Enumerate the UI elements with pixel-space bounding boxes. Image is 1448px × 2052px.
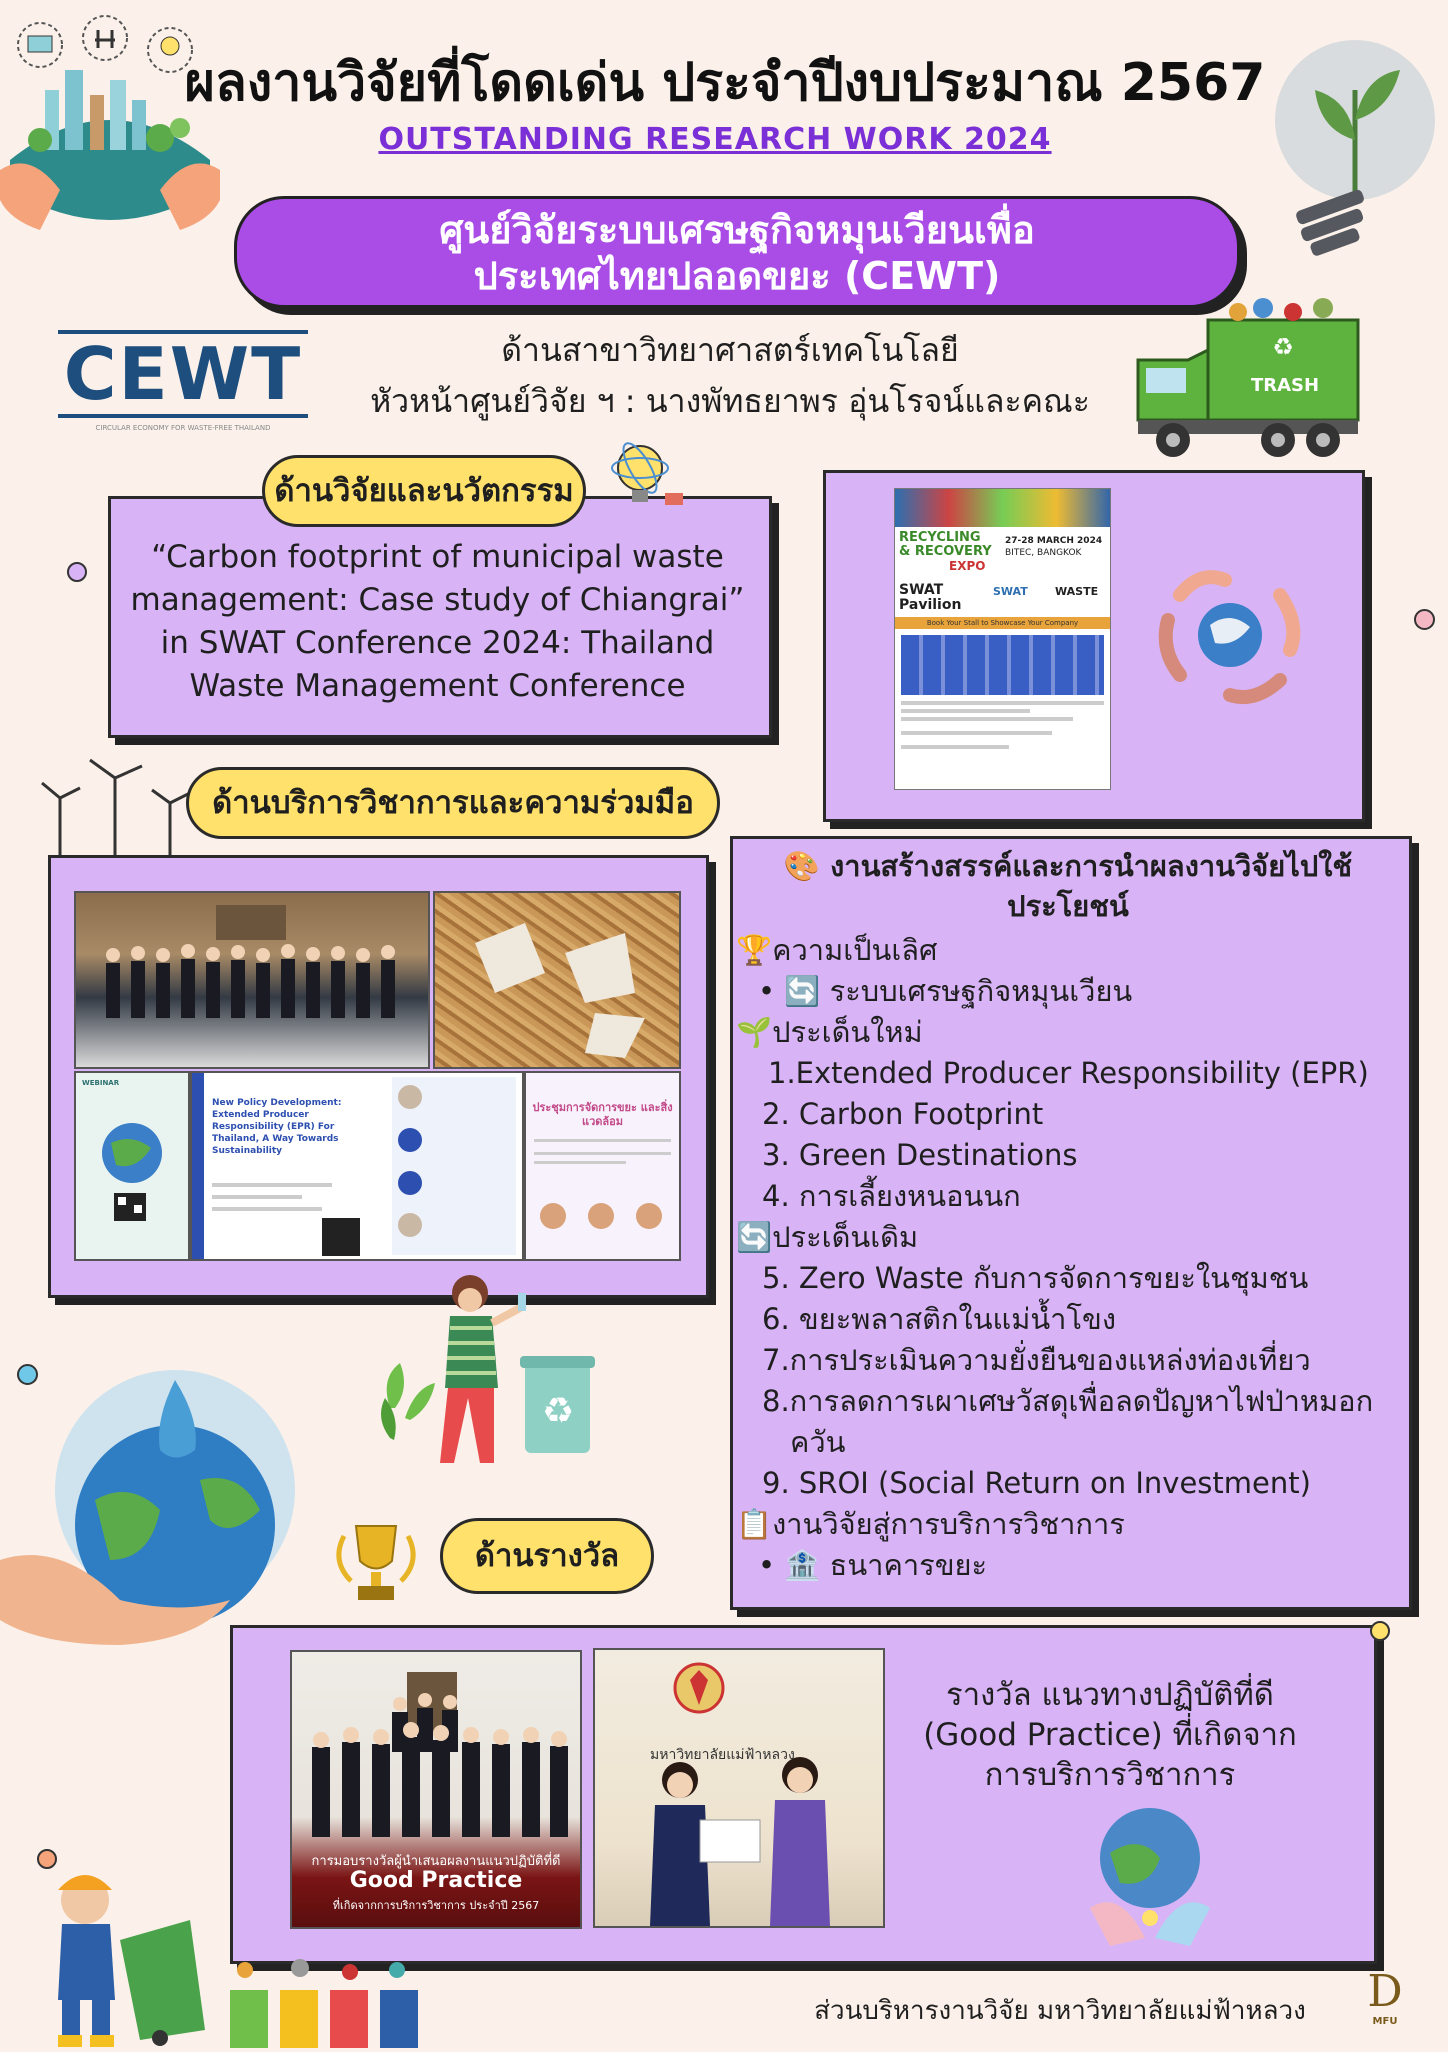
- excellence-item-row: • 🔄 ระบบเศรษฐกิจหมุนเวียน: [758, 974, 1133, 1008]
- env-poster-title: ประชุมการจัดการขยะ และสิ่งแวดล้อม: [532, 1101, 673, 1128]
- recycling-bins-illustration: [225, 1950, 425, 2048]
- trophy-icon: 🏆: [736, 933, 773, 967]
- cewt-logo: [58, 330, 308, 435]
- creative-list: [736, 930, 1396, 1586]
- research-text: “Carbon footprint of municipal waste management: Case study of Chiangrai” in SWAT Conference 2024: Thailand Waste Management Conference: [130, 539, 745, 704]
- expo-poster: [894, 488, 1111, 790]
- page-title: ผลงานวิจัยที่โดดเด่น ประจำปีงบประมาณ 2567: [184, 53, 1266, 113]
- old-item: 6. ขยะพลาสติกในแม่น้ำโขง: [762, 1302, 1117, 1336]
- palette-icon: 🎨: [783, 849, 831, 883]
- expo-title3: EXPO: [949, 559, 986, 573]
- seedling-icon: 🌱: [736, 1015, 773, 1049]
- new-item: 4. การเลี้ยงหนอนนก: [762, 1179, 1021, 1213]
- award-photo-sign: มหาวิทยาลัยแม่ฟ้าหลวง: [650, 1747, 795, 1763]
- center-name-line1: ศูนย์วิจัยระบบเศรษฐกิจหมุนเวียนเพื่อ: [439, 208, 1035, 252]
- award-text-line3: การบริการวิชาการ: [984, 1757, 1236, 1793]
- old-item-continued: ควัน: [790, 1425, 846, 1459]
- center-name-line2: ประเทศไทยปลอดขยะ (CEWT): [473, 254, 1001, 298]
- expo-swat: SWAT: [993, 585, 1028, 598]
- mealworm-photo: [433, 891, 681, 1069]
- worker-illustration: [40, 1860, 210, 2048]
- decorative-dot: [1370, 1621, 1390, 1641]
- earth-in-hands-illustration: [0, 1360, 320, 1650]
- center-name-banner: [234, 196, 1240, 308]
- hands-earth-illustration: [1140, 555, 1320, 715]
- service-use-label: งานวิจัยสู่การบริการวิชาการ: [772, 1507, 1125, 1541]
- meeting-photo: [74, 891, 430, 1069]
- epr-poster: [190, 1071, 524, 1261]
- creative-heading: [735, 846, 1401, 926]
- new-item: 1.Extended Producer Responsibility (EPR): [768, 1056, 1369, 1090]
- expo-title1: RECYCLING: [899, 530, 981, 545]
- bank-icon: 🏦: [784, 1548, 821, 1582]
- expo-pavilion: SWAT Pavilion: [899, 582, 962, 613]
- environment-meeting-poster: [524, 1071, 681, 1261]
- recycle-icon: 🔄: [736, 1220, 773, 1254]
- expo-venue: BITEC, BANGKOK: [1005, 548, 1082, 558]
- page-subtitle: OUTSTANDING RESEARCH WORK 2024: [378, 122, 1052, 157]
- decorative-dot: [67, 562, 87, 582]
- footer-logo: D MFU: [1355, 1968, 1415, 2036]
- city-globe-illustration: [0, 0, 220, 250]
- cewt-logo-tagline: CIRCULAR ECONOMY FOR WASTE-FREE THAILAND: [95, 424, 271, 432]
- excellence-item: ระบบเศรษฐกิจหมุนเวียน: [829, 974, 1133, 1008]
- old-item: 5. Zero Waste กับการจัดการขยะในชุมชน: [762, 1261, 1309, 1295]
- old-issues-row: [736, 1217, 1396, 1258]
- award-photo-caption3: ที่เกิดจากการบริการวิชาการ ประจำปี 2567: [332, 1899, 540, 1912]
- svg-text:♻: ♻: [541, 1391, 575, 1432]
- research-heading: ด้านวิจัยและนวัตกรรม: [262, 455, 586, 527]
- excellence-label: ความเป็นเลิศ: [772, 933, 938, 967]
- expo-title2: & RECOVERY: [899, 544, 992, 559]
- epr-poster-title: New Policy Development: Extended Producer Responsibility (EPR) For Thailand, A Way Towards Sustainability: [212, 1098, 342, 1156]
- award-photo-caption1: การมอบรางวัลผู้นำเสนอผลงานแนวปฏิบัติที่ดี: [311, 1854, 561, 1869]
- footer-text: ส่วนบริหารงานวิจัย มหาวิทยาลัยแม่ฟ้าหลวง: [814, 1996, 1306, 2026]
- old-item: 9. SROI (Social Return on Investment): [762, 1466, 1311, 1500]
- new-item: 2. Carbon Footprint: [762, 1097, 1044, 1131]
- award-heading: ด้านรางวัล: [440, 1518, 654, 1594]
- webinar-poster: WEBINAR: [74, 1071, 190, 1261]
- wind-turbines-illustration: [30, 748, 200, 858]
- award-text-line1: รางวัล แนวทางปฏิบัติที่ดี: [946, 1677, 1274, 1713]
- truck-label: TRASH: [1250, 375, 1320, 396]
- list-icon: 📋: [736, 1507, 773, 1541]
- research-field: ด้านสาขาวิทยาศาสตร์เทคโนโลยี: [501, 331, 959, 369]
- award-text: [890, 1675, 1330, 1795]
- service-heading: ด้านบริการวิชาการและความร่วมมือ: [186, 767, 720, 839]
- woman-recycling-illustration: [370, 1268, 620, 1488]
- footer-logo-text: MFU: [1372, 2016, 1398, 2027]
- trophy-illustration: [326, 1516, 426, 1608]
- creative-heading-line2: ประโยชน์: [1007, 889, 1129, 923]
- excellence-row: [736, 930, 1396, 971]
- award-text-line2: (Good Practice) ที่เกิดจาก: [923, 1717, 1297, 1753]
- cewt-logo-text: CEWT: [58, 330, 308, 418]
- award-ceremony-photo: [290, 1650, 582, 1929]
- decorative-dot: [17, 1364, 38, 1385]
- research-head: หัวหน้าศูนย์วิจัย ฯ : นางพัทธยาพร อุ่นโรจน์และคณะ: [370, 382, 1090, 420]
- old-item: 8.การลดการเผาเศษวัสดุเพื่อลดปัญหาไฟป่าหมอก: [762, 1384, 1374, 1418]
- service-use-row: [736, 1504, 1396, 1545]
- service-use-item: ธนาคารขยะ: [829, 1548, 988, 1582]
- decorative-dot: [1414, 609, 1435, 630]
- svg-text:♻: ♻: [1272, 333, 1294, 361]
- recycle-icon: 🔄: [784, 974, 821, 1008]
- service-use-item-row: • 🏦 ธนาคารขยะ: [758, 1548, 988, 1582]
- creative-heading-line1: งานสร้างสรรค์และการนำผลงานวิจัยไปใช้: [830, 849, 1353, 883]
- old-item: 7.การประเมินความยั่งยืนของแหล่งท่องเที่ยว: [762, 1343, 1311, 1377]
- new-issues-row: [736, 1012, 1396, 1053]
- new-issues-label: ประเด็นใหม่: [772, 1015, 923, 1049]
- flower-earth-illustration: [1070, 1798, 1230, 1948]
- expo-waste: WASTE: [1055, 585, 1099, 598]
- science-icon: [590, 428, 690, 518]
- expo-banner: Book Your Stall to Showcase Your Company: [895, 617, 1110, 629]
- expo-date: 27-28 MARCH 2024: [1005, 536, 1103, 546]
- new-item: 3. Green Destinations: [762, 1138, 1078, 1172]
- award-photo-caption2: Good Practice: [349, 1868, 523, 1893]
- old-issues-label: ประเด็นเดิม: [772, 1220, 919, 1254]
- award-handover-photo: [593, 1648, 885, 1928]
- decorative-dot: [37, 1849, 57, 1869]
